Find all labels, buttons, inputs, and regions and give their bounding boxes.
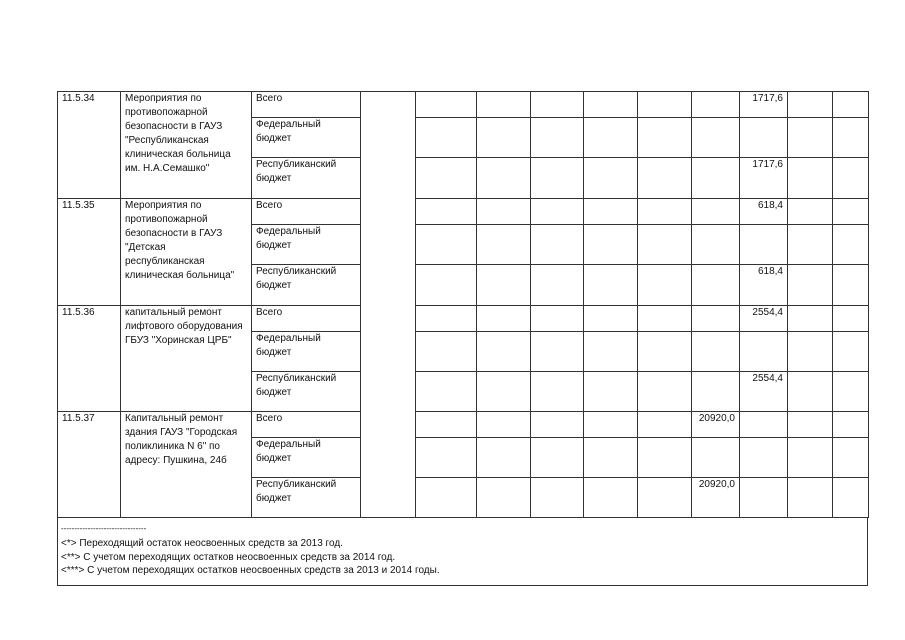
source-label: Федеральный бюджет xyxy=(252,225,361,265)
table-row xyxy=(58,199,869,225)
merged-blank-cell xyxy=(361,92,416,518)
value-2017 xyxy=(692,158,740,199)
value-2018 xyxy=(740,438,788,478)
value-2017 xyxy=(692,199,740,225)
item-name: Мероприятия по противопожарной безопасности в ГАУЗ "Детская республиканская клиническая больница" xyxy=(121,199,252,306)
value-2017: 20920,0 xyxy=(692,478,740,518)
source-label: Республиканский бюджет xyxy=(252,265,361,306)
source-label: Республиканский бюджет xyxy=(252,372,361,412)
item-code: 11.5.37 xyxy=(58,412,121,518)
value-2017 xyxy=(692,306,740,332)
value-2017: 20920,0 xyxy=(692,412,740,438)
value-2017 xyxy=(692,332,740,372)
table-body xyxy=(58,92,869,518)
value-2017 xyxy=(692,372,740,412)
item-name: капитальный ремонт лифтового оборудования ГБУЗ "Хоринская ЦРБ" xyxy=(121,306,252,412)
table-row xyxy=(58,306,869,332)
footnote-1: <*> Переходящий остаток неосвоенных средств за 2013 год. xyxy=(61,538,343,549)
source-label: Всего xyxy=(252,199,361,225)
item-code: 11.5.34 xyxy=(58,92,121,199)
value-2018 xyxy=(740,225,788,265)
item-code: 11.5.35 xyxy=(58,199,121,306)
value-2018: 1717,6 xyxy=(740,158,788,199)
source-label: Всего xyxy=(252,92,361,118)
value-2018: 618,4 xyxy=(740,265,788,306)
source-label: Всего xyxy=(252,306,361,332)
source-label: Всего xyxy=(252,412,361,438)
source-label: Республиканский бюджет xyxy=(252,158,361,199)
footnote-2: <**> С учетом переходящих остатков неосвоенных средств за 2014 год. xyxy=(61,551,396,563)
footnote-3: <***> С учетом переходящих остатков неосвоенных средств за 2013 и 2014 годы. xyxy=(61,565,440,576)
footnote-separator: -------------------------------- xyxy=(61,524,147,533)
table-row xyxy=(58,412,869,438)
source-label: Республиканский бюджет xyxy=(252,478,361,518)
value-2018 xyxy=(740,118,788,158)
source-label: Федеральный бюджет xyxy=(252,118,361,158)
source-label: Федеральный бюджет xyxy=(252,332,361,372)
table-row xyxy=(58,92,869,118)
value-2018: 1717,6 xyxy=(740,92,788,118)
value-2017 xyxy=(692,438,740,478)
value-2018: 2554,4 xyxy=(740,306,788,332)
value-2017 xyxy=(692,92,740,118)
value-2018: 618,4 xyxy=(740,199,788,225)
source-label: Федеральный бюджет xyxy=(252,438,361,478)
value-2018: 2554,4 xyxy=(740,372,788,412)
value-2018 xyxy=(740,412,788,438)
value-2017 xyxy=(692,225,740,265)
budget-table xyxy=(57,91,869,518)
item-name: Капитальный ремонт здания ГАУЗ "Городская поликлиника N 6" по адресу: Пушкина, 24б xyxy=(121,412,252,518)
value-2018 xyxy=(740,332,788,372)
value-2018 xyxy=(740,478,788,518)
value-2017 xyxy=(692,265,740,306)
item-name: Мероприятия по противопожарной безопасности в ГАУЗ "Республиканская клиническая больница им. Н.А.Семашко" xyxy=(121,92,252,199)
item-code: 11.5.36 xyxy=(58,306,121,412)
footnotes xyxy=(57,518,868,586)
value-2017 xyxy=(692,118,740,158)
